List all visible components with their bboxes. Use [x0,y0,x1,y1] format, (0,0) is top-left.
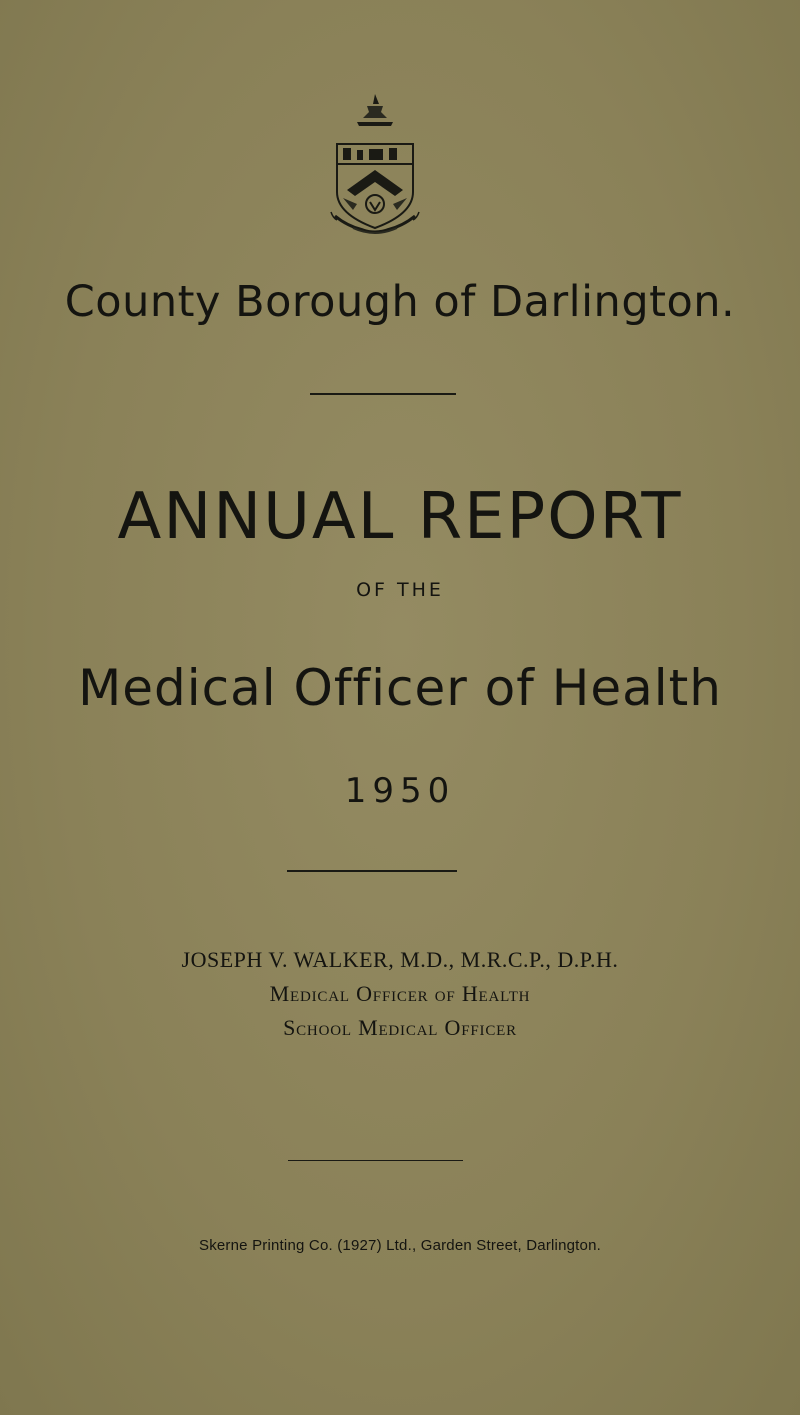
officer-name: JOSEPH V. WALKER, M.D., M.R.C.P., D.P.H. [181,947,619,972]
divider-bottom [288,1160,463,1161]
divider-top [310,393,456,395]
report-subject: Medical Officer of Health [78,659,722,717]
divider-middle [287,870,457,872]
report-title: ANNUAL REPORT [117,480,683,554]
title-connector: OF THE [356,579,444,601]
officer-title-primary: Medical Officer of Health [269,981,531,1006]
printer-imprint: Skerne Printing Co. (1927) Ltd., Garden Street, Darlington. [198,1237,601,1254]
officer-title-secondary: School Medical Officer [283,1015,517,1040]
crest-icon [327,92,423,242]
report-year: 1950 [344,771,456,811]
borough-title: County Borough of Darlington. [64,277,736,327]
